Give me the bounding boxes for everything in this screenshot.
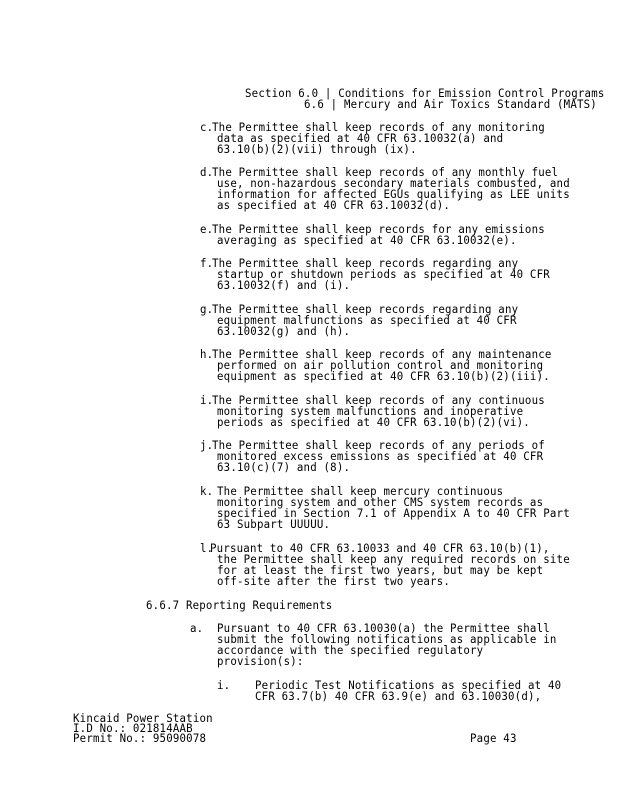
item-k-label: k. [200, 485, 214, 498]
item-g-label: g. [200, 303, 214, 316]
reporting-a-line-3: accordance with the specified regulatory [217, 644, 484, 657]
item-h-line-2: performed on air pollution control and monitoring [217, 359, 544, 372]
reporting-i-line-2: CFR 63.7(b) 40 CFR 63.9(e) and 63.10030(d), [255, 690, 542, 703]
reporting-a-line-1: Pursuant to 40 CFR 63.10030(a) the Permittee shall [217, 622, 550, 635]
section-heading: Section 6.0 | Conditions for Emission Control Programs [245, 87, 605, 100]
item-i-line-3: periods as specified at 40 CFR 63.10(b)(2)(vi). [217, 416, 530, 429]
item-g-line-1: The Permittee shall keep records regarding any [212, 303, 519, 316]
item-l-line-3: for at least the first two years, but may be kept [217, 564, 544, 577]
item-c-line-1: The Permittee shall keep records of any monitoring [212, 121, 545, 134]
item-f-line-1: The Permittee shall keep records regarding any [212, 257, 519, 270]
item-i-line-2: monitoring system malfunctions and inoperative [217, 405, 524, 418]
reporting-a-line-4: provision(s): [217, 655, 304, 668]
item-e-line-1: The Permittee shall keep records for any emissions [212, 223, 545, 236]
item-g-line-3: 63.10032(g) and (h). [217, 325, 351, 338]
reporting-i-label: i. [217, 679, 231, 692]
item-f-line-2: startup or shutdown periods as specified at 40 CFR [217, 268, 550, 281]
item-d-line-1: The Permittee shall keep records of any monthly fuel [212, 166, 559, 179]
item-c-label: c. [200, 121, 214, 134]
item-d-label: d. [200, 166, 214, 179]
item-d-line-3: information for affected EGUs qualifying as LEE units [217, 188, 570, 201]
item-j-label: j. [200, 439, 214, 452]
reporting-i-line-1: Periodic Test Notifications as specified at 40 [255, 679, 562, 692]
item-d-line-4: as specified at 40 CFR 63.10032(d). [217, 199, 451, 212]
item-j-line-2: monitored excess emissions as specified at 40 CFR [217, 450, 544, 463]
footer-id-number: I.D No.: 021814AAB [73, 722, 193, 735]
footer-permit-number: Permit No.: 95090078 [73, 732, 207, 745]
item-e-label: e. [200, 223, 214, 236]
item-i-line-1: The Permittee shall keep records of any continuous [212, 394, 545, 407]
subsection-heading: 6.6 | Mercury and Air Toxics Standard (MATS) [304, 98, 597, 111]
item-k-line-4: 63 Subpart UUUUU. [217, 518, 331, 531]
item-h-label: h. [200, 348, 214, 361]
item-k-line-1: The Permittee shall keep mercury continuous [217, 485, 504, 498]
item-h-line-1: The Permittee shall keep records of any maintenance [212, 348, 552, 361]
footer-page-number: Page 43 [470, 732, 517, 745]
item-k-line-2: monitoring system and other CMS system records as [217, 496, 544, 509]
item-l-line-1: Pursuant to 40 CFR 63.10033 and 40 CFR 63.10(b)(1), [210, 542, 550, 555]
item-f-line-3: 63.10032(f) and (i). [217, 279, 351, 292]
item-l-line-2: the Permittee shall keep any required records on site [217, 553, 570, 566]
item-j-line-3: 63.10(c)(7) and (8). [217, 461, 351, 474]
item-l-line-4: off-site after the first two years. [217, 575, 451, 588]
reporting-a-line-2: submit the following notifications as applicable in [217, 633, 557, 646]
item-l-label: l. [200, 542, 214, 555]
reporting-a-label: a. [190, 622, 204, 635]
item-h-line-3: equipment as specified at 40 CFR 63.10(b)(2)(iii). [217, 370, 550, 383]
item-f-label: f. [200, 257, 214, 270]
item-k-line-3: specified in Section 7.1 of Appendix A to 40 CFR Part [217, 507, 570, 520]
item-c-line-3: 63.10(b)(2)(vii) through (ix). [217, 143, 417, 156]
item-d-line-2: use, non-hazardous secondary materials combusted, and [217, 177, 570, 190]
item-e-line-2: averaging as specified at 40 CFR 63.10032(e). [217, 234, 517, 247]
reporting-heading: 6.6.7 Reporting Requirements [146, 599, 333, 612]
item-c-line-2: data as specified at 40 CFR 63.10032(a) and [217, 132, 504, 145]
footer-facility: Kincaid Power Station [73, 712, 213, 725]
item-j-line-1: The Permittee shall keep records of any periods of [212, 439, 545, 452]
item-i-label: i. [200, 394, 214, 407]
item-g-line-2: equipment malfunctions as specified at 40 CFR [217, 314, 517, 327]
